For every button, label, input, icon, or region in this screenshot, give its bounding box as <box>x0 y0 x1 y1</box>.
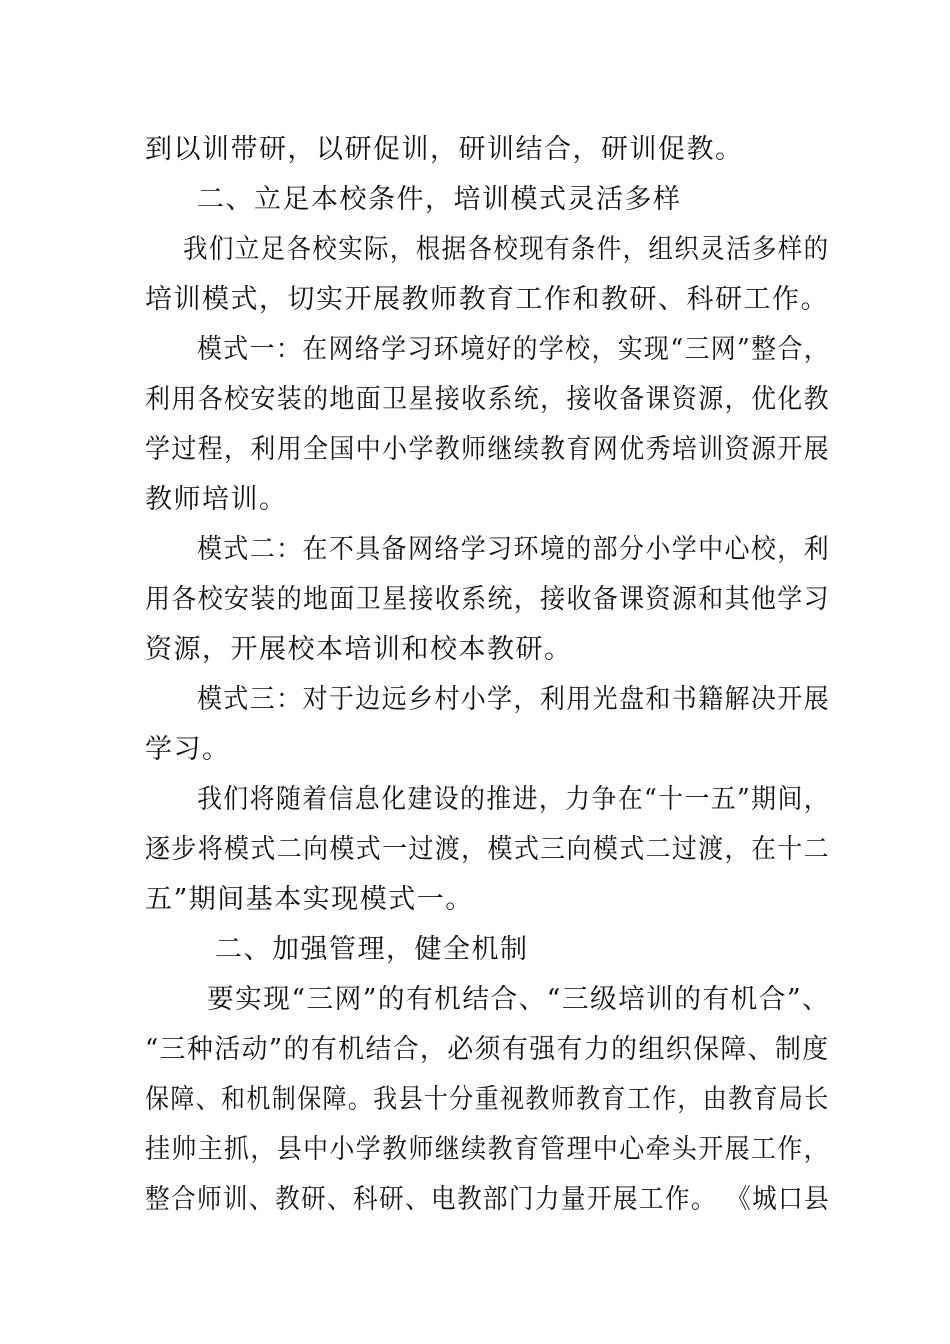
section-heading-17: 二、加强管理，健全机制 <box>215 934 529 965</box>
text-line-22: 整合师训、教研、科研、电教部门力量开展工作。 《城口县 <box>145 1184 831 1215</box>
text-line-8: 教师培训。 <box>145 484 288 515</box>
text-line-9: 模式二：在不具备网络学习环境的部分小学中心校，利 <box>197 534 830 565</box>
text-line-21: 挂帅主抓，县中小学教师继续教育管理中心牵头开展工作， <box>145 1134 830 1165</box>
text-line-10: 用各校安装的地面卫星接收系统，接收备课资源和其他学习 <box>145 584 830 615</box>
text-line-14: 我们将随着信息化建设的推进，力争在“十一五”期间， <box>197 784 831 815</box>
text-line-5: 模式一：在网络学习环境好的学校，实现“三网”整合， <box>197 334 831 365</box>
text-line-6: 利用各校安装的地面卫星接收系统，接收备课资源，优化教 <box>145 384 830 415</box>
text-line-4: 培训模式，切实开展教师教育工作和教研、科研工作。 <box>145 284 829 315</box>
text-line-13: 学习。 <box>145 734 231 765</box>
text-line-11: 资源，开展校本培训和校本教研。 <box>145 634 573 665</box>
text-line-15: 逐步将模式二向模式一过渡，模式三向模式二过渡，在十二 <box>145 834 830 865</box>
text-line-16: 五”期间基本实现模式一。 <box>145 884 474 915</box>
text-line-20: 保障、和机制保障。我县十分重视教师教育工作，由教育局长 <box>145 1084 830 1115</box>
section-heading-2: 二、立足本校条件，培训模式灵活多样 <box>197 184 682 215</box>
text-line-19: “三种活动”的有机结合，必须有强有力的组织保障、制度 <box>145 1034 830 1065</box>
text-line-18: 要实现“三网”的有机结合、“三级培训的有机合”、 <box>207 984 831 1015</box>
text-line-12: 模式三：对于边远乡村小学，利用光盘和书籍解决开展 <box>197 684 830 715</box>
text-line-3: 我们立足各校实际，根据各校现有条件，组织灵活多样的 <box>183 234 830 265</box>
text-line-1: 到以训带研，以研促训，研训结合，研训促教。 <box>145 134 744 165</box>
text-line-7: 学过程，利用全国中小学教师继续教育网优秀培训资源开展 <box>145 434 830 465</box>
